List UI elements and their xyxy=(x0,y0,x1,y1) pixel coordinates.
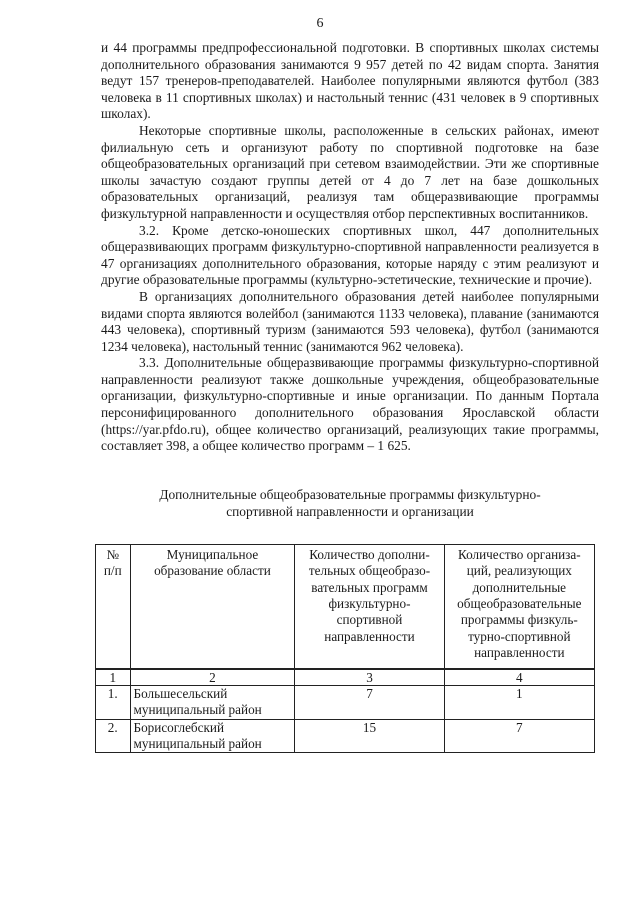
header-num-line2: п/п xyxy=(103,563,122,579)
table-index-row xyxy=(96,669,595,686)
document-body xyxy=(101,40,599,753)
header-prog-line1: Количество дополни- xyxy=(309,546,430,562)
header-orgs-count xyxy=(444,544,594,668)
table-row xyxy=(96,719,595,753)
header-org-line5: программы физкуль- xyxy=(460,612,578,628)
header-prog-line4: физкультурно- xyxy=(328,596,411,612)
header-org-line4: общеобразовательные xyxy=(457,596,582,612)
header-prog-line2: тельных общеобразо- xyxy=(308,563,431,579)
row-orgs: 1 xyxy=(444,685,594,719)
paragraph-3: 3.2. Кроме детско-юношеских спортивных школ, 447 дополнительных общеразвивающих программ физкультурно-спортивной направленности реализуется в 47 организациях дополнительного образования, которые наряду с этим реализуют и другие образовательные программы (культурно-эстетические, технические и прочие). xyxy=(101,222,599,288)
programs-table xyxy=(95,544,595,753)
row-name-line1: Борисоглебский xyxy=(133,719,225,735)
header-prog-line3: вательных программ xyxy=(311,579,428,595)
paragraph-2: Некоторые спортивные школы, расположенные в сельских районах, имеют филиальную сеть и организуют работу по спортивной подготовке на базе общеобразовательных организаций при сетевом взаимодействии. Эти же спортивные школы зачастую создают группы детей от 4 до 7 лет на базе дошкольных образовательных организаций, реализуя там общеразвивающие программы физкультурной направленности и осуществляя отбор перспективных воспитанников. xyxy=(101,122,599,221)
header-num xyxy=(96,544,131,668)
header-name-line1: Муниципальное xyxy=(166,546,259,562)
table-title-line1: Дополнительные общеобразовательные программы физкультурно- xyxy=(159,486,541,502)
index-cell: 4 xyxy=(444,669,594,686)
header-name-line2: образование области xyxy=(154,563,271,579)
index-cell: 3 xyxy=(295,669,444,686)
index-cell: 1 xyxy=(96,669,131,686)
table-header-row xyxy=(96,544,595,668)
row-name-line2: муниципальный район xyxy=(133,735,262,751)
table-title-line2: спортивной направленности и организации xyxy=(226,503,474,519)
row-name-line2: муниципальный район xyxy=(133,702,262,718)
header-prog-line5: спортивной xyxy=(336,612,403,628)
table-row xyxy=(96,685,595,719)
row-num: 1. xyxy=(96,685,131,719)
paragraph-4: В организациях дополнительного образования детей наиболее популярными видами спорта являются волейбол (занимаются 1133 человека), плавание (занимаются 443 человека), спортивный туризм (занимаются 593 человека), футбол (занимаются 1234 человека), настольный теннис (занимаются 962 человека). xyxy=(101,288,599,354)
row-num: 2. xyxy=(96,719,131,753)
row-programs: 15 xyxy=(295,719,444,753)
header-prog-line6: направленности xyxy=(324,628,415,644)
header-municipality xyxy=(130,544,295,668)
header-num-line1: № xyxy=(106,546,120,562)
row-municipality xyxy=(130,719,295,753)
header-org-line7: направленности xyxy=(474,645,565,661)
row-municipality xyxy=(130,685,295,719)
header-programs-count xyxy=(295,544,444,668)
header-org-line6: турно-спортивной xyxy=(468,628,571,644)
row-name-line1: Большесельский xyxy=(133,685,228,701)
paragraph-5: 3.3. Дополнительные общеразвивающие программы физкультурно-спортивной направленности реализуют также дошкольные учреждения, общеобразовательные организации, физкультурно-спортивные и иные организации. По данным Портала персонифицированного дополнительного образования Ярославской области (https://yar.pfdo.ru), общее количество организаций, реализующих такие программы, составляет 398, а общее количество программ – 1 625. xyxy=(101,355,599,454)
table-title xyxy=(101,486,599,520)
row-orgs: 7 xyxy=(444,719,594,753)
page-number: 6 xyxy=(316,16,324,31)
header-org-line1: Количество организа- xyxy=(457,546,581,562)
header-org-line3: дополнительные xyxy=(472,579,567,595)
index-cell: 2 xyxy=(130,669,295,686)
header-org-line2: ций, реализующих xyxy=(466,563,572,579)
paragraph-1: и 44 программы предпрофессиональной подготовки. В спортивных школах системы дополнительного образования занимаются 9 957 детей по 42 видам спорта. Занятия ведут 157 тренеров-преподавателей. Наиболее популярными являются футбол (383 человека в 11 спортивных школах) и настольный теннис (431 человек в 9 спортивных школах). xyxy=(101,40,599,122)
row-programs: 7 xyxy=(295,685,444,719)
